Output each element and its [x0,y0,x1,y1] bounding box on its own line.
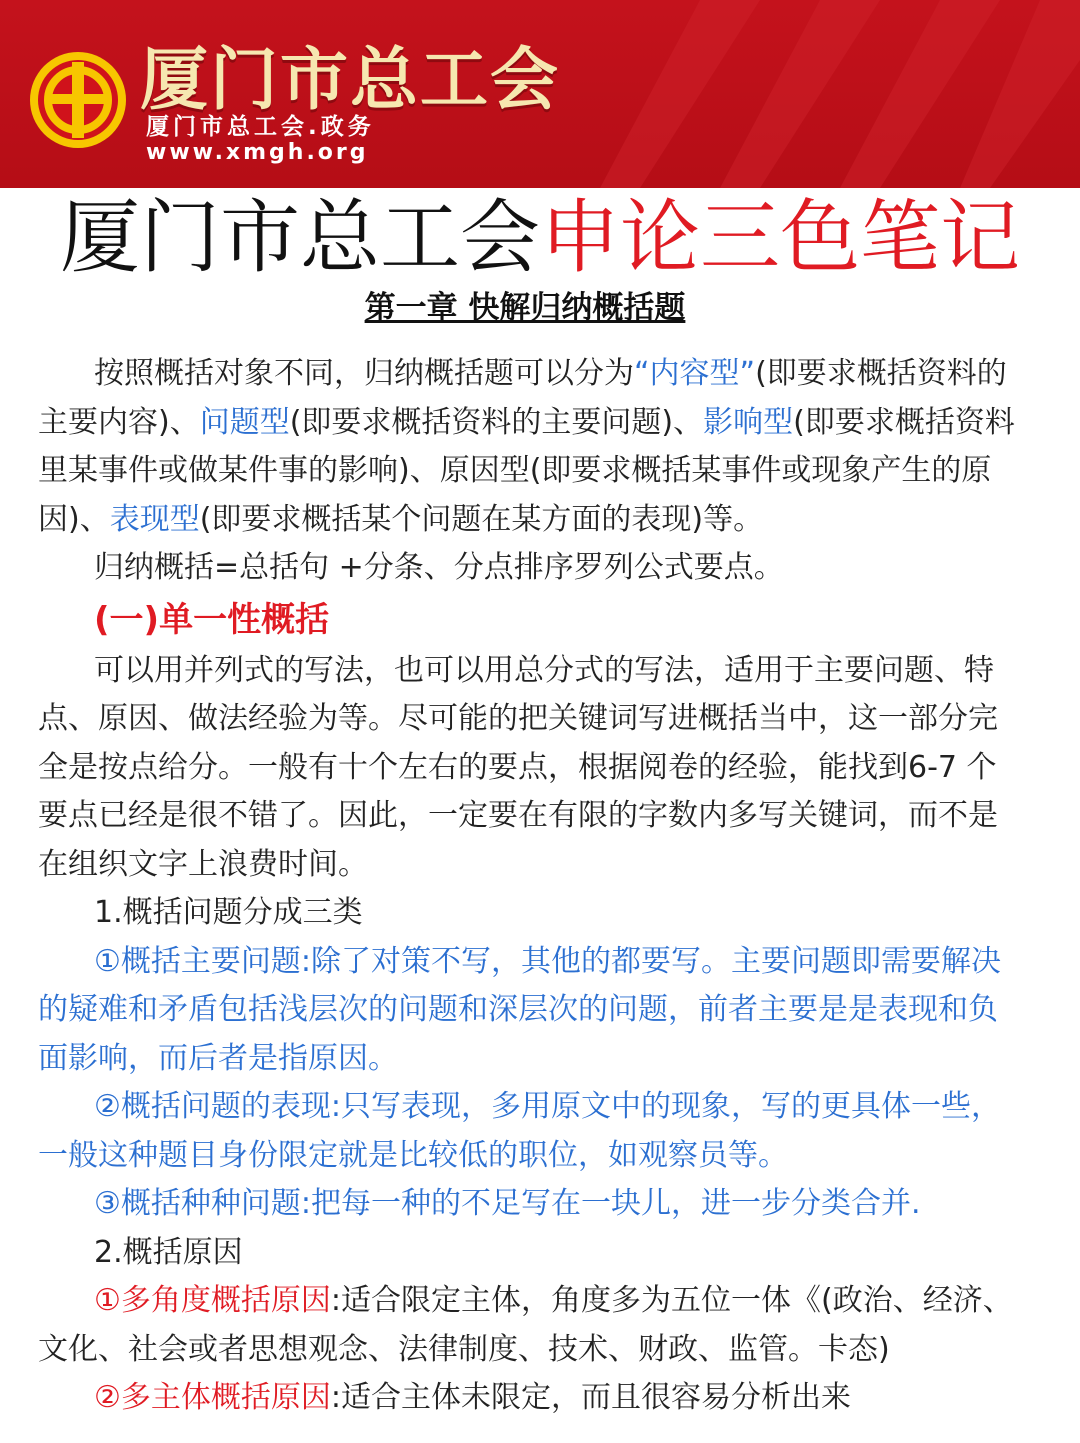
type-content: “内容型” [634,356,756,391]
section-heading: (一)单一性概括 [94,599,330,640]
intro-text: (即要求概括资料的主要内容)、 [38,356,1007,440]
type-impact: 影响型 [703,404,794,440]
item2-point-b-text: :适合主体未限定，而且很容易分析出来 [330,1380,852,1415]
item2-point-a [38,1277,1018,1374]
union-logo-icon [28,50,128,150]
intro-text: (即要求概括资料里某事件或做某件事的影响)、原因型(即要求概括某事件或现象产生的原因)、 [38,404,1015,537]
intro-text: (即要求概括某个问题在某方面的表现)等。 [199,501,764,537]
item2-title: 2.概括原因 [94,1234,243,1270]
intro-text: (即要求概括资料的主要问题)、 [289,404,704,440]
item1-point-b: ②概括问题的表现:只写表现，多用原文中的现象，写的更具体一些，一般这种题目身份限定就是比较低的职位，如观察员等。 [38,1089,1002,1173]
page-title [0,190,1080,286]
formula-paragraph: 归纳概括=总括句 +分条、分点排序罗列公式要点。 [94,550,784,585]
page-title-red: 申论三色笔记 [540,191,1020,284]
item1-title: 1.概括问题分成三类 [94,895,363,930]
header-banner [0,0,1080,188]
item2-point-a-text: :适合限定主体，角度多为五位一体《(政治、经济、文化、社会或者思想观念、法律制度、技术、财政、监管。卡态) [38,1283,1013,1367]
intro-text: 按照概括对象不同，归纳概括题可以分为 [94,356,634,391]
item1-point-c: ③概括种种问题:把每一种的不足写在一块儿，进一步分类合并. [94,1186,921,1221]
type-problem: 问题型 [199,404,290,440]
chapter-heading: 第一章 快解归纳概括题 [364,290,686,326]
type-manifestation: 表现型 [109,501,200,537]
banner-subtitle: 厦门市总工会.政务 [146,114,375,140]
document-body [38,350,1018,1423]
banner-org-name: 厦门市总工会 [140,41,561,120]
item2-point-a-label: ①多角度概括原因 [94,1283,331,1318]
intro-paragraph [38,350,1018,544]
item2-point-b [38,1374,1018,1423]
section-paragraph: 可以用并列式的写法，也可以用总分式的写法，适用于主要问题、特点、原因、做法经验为等。尽可能的把关键词写进概括当中，这一部分完全是按点给分。一般有十个左右的要点，根据阅卷的经验，能找到6-7 个要点已经是很不错了。因此，一定要在有限的字数内多写关键词，而不是在组织文字上浪费时间。 [38,652,998,882]
page-title-black: 厦门市总工会 [60,191,540,284]
banner-url: www.xmgh.org [146,140,369,165]
item2-point-b-label: ②多主体概括原因 [94,1380,331,1415]
item1-point-a: ①概括主要问题:除了对策不写，其他的都要写。主要问题即需要解决的疑难和矛盾包括浅层次的问题和深层次的问题，前者主要是是表现和负面影响，而后者是指原因。 [38,943,1002,1076]
